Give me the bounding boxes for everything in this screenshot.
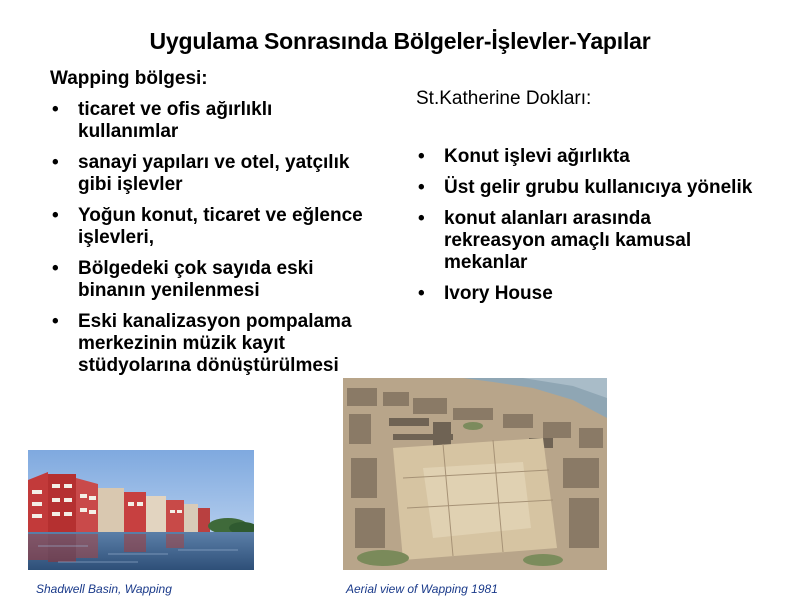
shadwell-basin-image (28, 450, 254, 570)
list-item-text: Konut işlevi ağırlıkta (444, 146, 630, 167)
bullet-icon: • (52, 99, 59, 120)
bullet-icon: • (418, 208, 425, 229)
aerial-view-caption: Aerial view of Wapping 1981 (346, 582, 498, 596)
list-item-text: ticaret ve ofis ağırlıklı kullanımlar (78, 99, 273, 142)
list-item (50, 311, 370, 377)
left-bullet-list (50, 99, 370, 377)
list-item (416, 146, 756, 168)
list-item-text: Eski kanalizasyon pompalama merkezinin müzik kayıt stüdyolarına dönüştürülmesi (78, 311, 352, 376)
bullet-icon: • (52, 205, 59, 226)
list-item (416, 177, 756, 199)
list-item (50, 258, 370, 302)
list-item-text: sanayi yapıları ve otel, yatçılık gibi işlevler (78, 152, 350, 195)
list-item-text: konut alanları arasında rekreasyon amaçlı kamusal mekanlar (444, 208, 692, 273)
bullet-icon: • (52, 258, 59, 279)
list-item (50, 205, 370, 249)
bullet-icon: • (418, 283, 425, 304)
shadwell-basin-photo (28, 450, 254, 570)
left-column (50, 68, 370, 377)
bullet-icon: • (52, 311, 59, 332)
left-heading: Wapping bölgesi: (50, 68, 208, 89)
list-item (416, 208, 756, 274)
bullet-icon: • (418, 177, 425, 198)
list-item-text: Yoğun konut, ticaret ve eğlence işlevleri, (78, 205, 363, 248)
list-item (416, 283, 756, 305)
right-heading: St.Katherine Dokları: (416, 88, 592, 109)
right-column (416, 88, 756, 305)
bullet-icon: • (418, 146, 425, 167)
aerial-view-photo (343, 378, 607, 570)
list-item-text: Üst gelir grubu kullanıcıya yönelik (444, 177, 753, 198)
list-item-text: Bölgedeki çok sayıda eski binanın yenilenmesi (78, 258, 314, 301)
slide-title: Uygulama Sonrasında Bölgeler-İşlevler-Yapılar (149, 28, 651, 54)
list-item (50, 152, 370, 196)
bullet-icon: • (52, 152, 59, 173)
right-bullet-list (416, 146, 756, 305)
shadwell-basin-caption: Shadwell Basin, Wapping (36, 582, 172, 596)
list-item-text: Ivory House (444, 283, 553, 304)
aerial-view-image (343, 378, 607, 570)
list-item (50, 99, 370, 143)
